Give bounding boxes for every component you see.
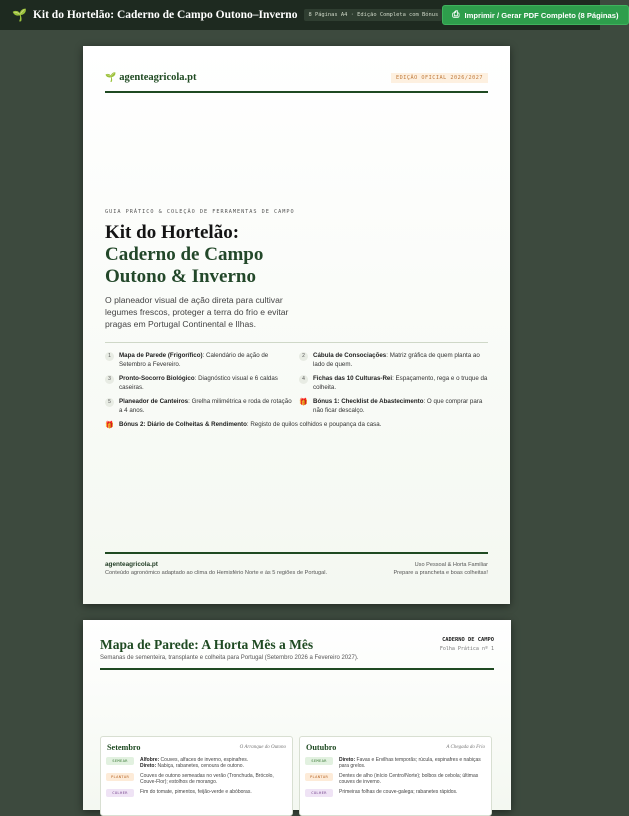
row-text: Primeiras folhas de couve-galega; rabanetes rápidos.	[339, 789, 458, 795]
footer-slogan: Prepare a prancheta e boas colheitas!	[393, 570, 488, 576]
divider	[100, 668, 494, 670]
footer-brand: agenteagricola.pt	[105, 561, 158, 568]
month-card-outubro	[299, 736, 492, 816]
month-row	[305, 773, 486, 785]
feature-desc: : Matriz gráfica de quem planta ao lado de quem.	[313, 352, 480, 368]
feature-desc: : O que comprar para não ficar descalço.	[313, 398, 483, 414]
feature-item	[105, 421, 490, 430]
cover-title-line-3: Outono & Inverno	[105, 266, 256, 287]
pages-badge: 8 Páginas A4 · Edição Completa com Bónus	[304, 9, 442, 21]
footer-note: Conteúdo agronómico adaptado ao clima do Hemisfério Norte e às 5 regiões de Portugal.	[105, 570, 328, 576]
edition-badge: EDIÇÃO OFICIAL 2026/2027	[391, 73, 488, 83]
feature-desc: : Registo de quilos colhidos e poupança da casa.	[246, 421, 382, 428]
sprout-icon: 🌱	[12, 8, 27, 22]
printer-icon: ⎙	[452, 10, 460, 20]
gift-icon: 🎁	[299, 398, 308, 406]
month-row	[106, 789, 287, 797]
feature-desc: : Grelha milimétrica e roda de rotação a 4 anos.	[119, 398, 292, 414]
feature-number: 1	[105, 352, 114, 361]
document-title: Kit do Hortelão: Caderno de Campo Outono–Inverno	[32, 9, 298, 21]
page-subtitle: Semanas de sementeira, transplante e colheita para Portugal (Setembro 2026 a Fevereiro 2027).	[100, 655, 359, 661]
month-name: Setembro	[107, 743, 141, 752]
brand-name: agenteagricola.pt	[119, 72, 197, 83]
sow-pill: SEMEAR	[106, 757, 134, 765]
footer-usage: Uso Pessoal & Horta Familiar	[414, 562, 488, 568]
sheet-tag-number: Folha Prática nº 1	[439, 646, 494, 652]
page-title: Mapa de Parede: A Horta Mês a Mês	[100, 637, 314, 652]
feature-desc: : Espaçamento, rega e o truque da colheita.	[313, 375, 488, 391]
plant-pill: PLANTAR	[305, 773, 333, 781]
feature-item	[105, 375, 293, 392]
gift-icon: 🎁	[105, 421, 114, 429]
feature-name: Bónus 2: Diário de Colheitas & Rendimento	[119, 421, 247, 428]
divider	[105, 91, 488, 93]
feature-item	[299, 352, 489, 369]
feature-name: Cábula de Consociações	[313, 352, 387, 359]
feature-desc: : Calendário de ação de Setembro a Fevereiro.	[119, 352, 269, 368]
feature-name: Bónus 1: Checklist de Abastecimento	[313, 398, 424, 405]
cover-title-line-2: Caderno de Campo	[105, 244, 264, 265]
month-row	[106, 773, 287, 785]
print-pdf-label: Imprimir / Gerar PDF Completo (8 Páginas)	[464, 10, 619, 20]
cover-title-line-1: Kit do Hortelão:	[105, 222, 240, 243]
row-bold: Alfobre:	[140, 757, 160, 763]
row-text: Favas e Ervilhas temporãs; rúcula, espinafres e nabiças para grelos.	[339, 757, 481, 770]
feature-number: 4	[299, 375, 308, 384]
feature-item	[299, 375, 489, 392]
row-text: Dentes de alho (início Centro/Norte); bolbos de cebola; últimas couves de inverno.	[339, 773, 479, 786]
feature-item	[105, 352, 293, 369]
row-bold: Direto:	[140, 763, 157, 770]
month-name: Outubro	[306, 743, 337, 752]
cover-lead: O planeador visual de ação direta para cultivar legumes frescos, proteger a terra do frio e evitar pragas em Portugal Continental e Ilhas.	[105, 295, 289, 329]
plant-pill: PLANTAR	[106, 773, 134, 781]
row-text: Couves, alfaces de inverno, espinafres.	[159, 757, 249, 763]
row-text: Nabiça, rabanetes, cenoura de outono.	[156, 763, 244, 770]
row-text: Fim do tomate, pimentos, feijão-verde e abóboras.	[140, 789, 252, 795]
footer-right	[393, 561, 488, 577]
wall-map-page	[83, 620, 511, 810]
month-card-setembro	[100, 736, 293, 816]
feature-item	[299, 398, 489, 415]
sheet-tag	[440, 637, 494, 652]
feature-desc: : Diagnóstico visual e 6 caldas caseiras.	[119, 375, 278, 391]
feature-number: 3	[105, 375, 114, 384]
feature-name: Pronto-Socorro Biológico	[119, 375, 195, 382]
feature-item	[105, 398, 293, 415]
feature-name: Mapa de Parede (Frigorífico)	[119, 352, 203, 359]
row-bold: Direto:	[339, 757, 356, 763]
month-row	[106, 757, 287, 769]
sheet-tag-title: CADERNO DE CAMPO	[442, 637, 494, 643]
sprout-icon: 🌱	[105, 72, 117, 83]
month-tagline: O Arranque do Outono	[239, 745, 286, 750]
cover-page	[83, 46, 510, 604]
month-row	[305, 789, 486, 797]
feature-number: 2	[299, 352, 308, 361]
row-text: Couves de outono semeadas no verão (Tronchuda, Brócolo, Couve-Flor); estolhos de morango.	[140, 773, 274, 786]
feature-name: Fichas das 10 Culturas-Rei	[313, 375, 393, 382]
month-row	[305, 757, 486, 769]
cover-title	[105, 222, 263, 288]
footer-left	[105, 561, 327, 577]
divider	[105, 342, 488, 343]
kicker: GUIA PRÁTICO & COLEÇÃO DE FERRAMENTAS DE CAMPO	[105, 209, 295, 215]
feature-name: Planeador de Canteiros	[119, 398, 189, 405]
month-tagline: A Chegada do Frio	[446, 745, 485, 750]
harvest-pill: COLHER	[106, 789, 134, 797]
divider	[105, 552, 488, 554]
feature-number: 5	[105, 398, 114, 407]
brand-logo	[105, 72, 197, 83]
sow-pill: SEMEAR	[305, 757, 333, 765]
top-bar	[0, 0, 619, 30]
harvest-pill: COLHER	[305, 789, 333, 797]
print-pdf-button[interactable]	[442, 5, 628, 25]
